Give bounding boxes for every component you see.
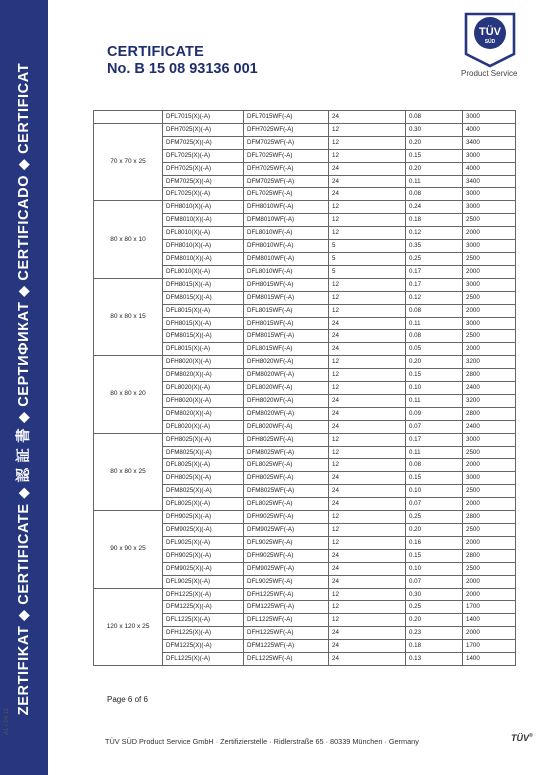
current-cell: 0.08 [406,304,463,317]
wf-model-cell: DFM8015WF(-A) [244,330,329,343]
model-cell: DFH8025(X)(-A) [163,472,244,485]
wf-model-cell: DFH8020WF(-A) [244,394,329,407]
wf-model-cell: DFM1225WF(-A) [244,640,329,653]
speed-cell: 2500 [463,291,516,304]
wf-model-cell: DFL8010WF(-A) [244,227,329,240]
wf-model-cell: DFL1225WF(-A) [244,653,329,666]
current-cell: 0.30 [406,588,463,601]
wf-model-cell: DFL8020WF(-A) [244,420,329,433]
current-cell: 0.18 [406,640,463,653]
wf-model-cell: DFH8025WF(-A) [244,472,329,485]
voltage-cell: 12 [329,227,406,240]
wf-model-cell: DFH8010WF(-A) [244,240,329,253]
model-cell: DFH8010(X)(-A) [163,240,244,253]
wf-model-cell: DFH9025WF(-A) [244,549,329,562]
wf-model-cell: DFM7025WF(-A) [244,136,329,149]
speed-cell: 3000 [463,433,516,446]
voltage-cell: 12 [329,614,406,627]
wf-model-cell: DFM8020WF(-A) [244,407,329,420]
size-group-cell [94,111,163,124]
footer-address: TÜV SÜD Product Service GmbH · Zertifizierstelle · Ridlerstraße 65 · 80339 München · Germany [105,737,419,746]
voltage-cell: 24 [329,317,406,330]
wf-model-cell: DFH8025WF(-A) [244,433,329,446]
wf-model-cell: DFH1225WF(-A) [244,627,329,640]
voltage-cell: 12 [329,536,406,549]
speed-cell: 2800 [463,511,516,524]
voltage-cell: 24 [329,562,406,575]
voltage-cell: 12 [329,356,406,369]
model-cell: DFM8020(X)(-A) [163,407,244,420]
model-cell: DFM9025(X)(-A) [163,524,244,537]
current-cell: 0.17 [406,433,463,446]
speed-cell: 3000 [463,111,516,124]
model-cell: DFM8015(X)(-A) [163,291,244,304]
model-cell: DFM7025(X)(-A) [163,136,244,149]
current-cell: 0.08 [406,459,463,472]
wf-model-cell: DFM8020WF(-A) [244,369,329,382]
footer-logo [511,733,533,743]
page-number: Page 6 of 6 [107,695,148,704]
voltage-cell: 12 [329,459,406,472]
voltage-cell: 24 [329,472,406,485]
voltage-cell: 24 [329,653,406,666]
size-group-cell: 80 x 80 x 25 [94,433,163,510]
speed-cell: 2500 [463,252,516,265]
table-row [94,588,516,601]
voltage-cell: 24 [329,420,406,433]
model-cell: DFL8015(X)(-A) [163,304,244,317]
model-cell: DFM8010(X)(-A) [163,252,244,265]
voltage-cell: 24 [329,627,406,640]
speed-cell: 3000 [463,317,516,330]
wf-model-cell: DFL1225WF(-A) [244,614,329,627]
speed-cell: 2800 [463,369,516,382]
current-cell: 0.11 [406,446,463,459]
voltage-cell: 12 [329,214,406,227]
model-cell: DFM8015(X)(-A) [163,330,244,343]
logo-caption: Product Service [461,69,518,78]
wf-model-cell: DFL9025WF(-A) [244,536,329,549]
current-cell: 0.17 [406,278,463,291]
model-cell: DFM1225(X)(-A) [163,640,244,653]
speed-cell: 2000 [463,627,516,640]
speed-cell: 3200 [463,356,516,369]
voltage-cell: 24 [329,407,406,420]
current-cell: 0.24 [406,201,463,214]
model-cell: DFH7025(X)(-A) [163,162,244,175]
model-cell: DFL8010(X)(-A) [163,265,244,278]
current-cell: 0.10 [406,562,463,575]
speed-cell: 3400 [463,175,516,188]
wf-model-cell: DFH7025WF(-A) [244,123,329,136]
tuv-sud-logo-icon [462,8,518,68]
model-cell: DFH8025(X)(-A) [163,433,244,446]
current-cell: 0.12 [406,291,463,304]
wf-model-cell: DFM9025WF(-A) [244,562,329,575]
wf-model-cell: DFL8020WF(-A) [244,382,329,395]
current-cell: 0.20 [406,136,463,149]
footer-logo-text: TÜV [511,733,529,743]
model-cell: DFH8010(X)(-A) [163,201,244,214]
wf-model-cell: DFH9025WF(-A) [244,511,329,524]
model-cell: DFL7025(X)(-A) [163,188,244,201]
certificate-number: No. B 15 08 93136 001 [107,61,258,77]
wf-model-cell: DFH8010WF(-A) [244,201,329,214]
wf-model-cell: DFM8010WF(-A) [244,252,329,265]
current-cell: 0.07 [406,498,463,511]
wf-model-cell: DFH8020WF(-A) [244,356,329,369]
logo-sub: SÜD [484,39,496,45]
size-group-cell: 80 x 80 x 15 [94,278,163,355]
speed-cell: 2400 [463,382,516,395]
model-cell: DFL8025(X)(-A) [163,498,244,511]
wf-model-cell: DFH1225WF(-A) [244,588,329,601]
model-cell: DFH8020(X)(-A) [163,356,244,369]
wf-model-cell: DFL7025WF(-A) [244,149,329,162]
voltage-cell: 5 [329,265,406,278]
speed-cell: 3400 [463,136,516,149]
wf-model-cell: DFL9025WF(-A) [244,575,329,588]
current-cell: 0.10 [406,485,463,498]
voltage-cell: 12 [329,524,406,537]
size-group-cell: 80 x 80 x 20 [94,356,163,433]
model-cell: DFM9025(X)(-A) [163,562,244,575]
voltage-cell: 24 [329,575,406,588]
table-row [94,433,516,446]
voltage-cell: 12 [329,291,406,304]
speed-cell: 2000 [463,227,516,240]
table-row [94,356,516,369]
model-cell: DFH7025(X)(-A) [163,123,244,136]
current-cell: 0.25 [406,252,463,265]
current-cell: 0.16 [406,536,463,549]
certificate-title: CERTIFICATE [107,44,204,60]
current-cell: 0.08 [406,188,463,201]
speed-cell: 4000 [463,123,516,136]
revision-code: A1 / 04.11 [4,708,10,735]
speed-cell: 2000 [463,575,516,588]
speed-cell: 2000 [463,304,516,317]
current-cell: 0.11 [406,175,463,188]
current-cell: 0.20 [406,614,463,627]
wf-model-cell: DFM8010WF(-A) [244,214,329,227]
current-cell: 0.30 [406,123,463,136]
current-cell: 0.08 [406,111,463,124]
current-cell: 0.12 [406,227,463,240]
speed-cell: 2000 [463,536,516,549]
voltage-cell: 12 [329,588,406,601]
model-cell: DFH9025(X)(-A) [163,549,244,562]
voltage-cell: 24 [329,162,406,175]
current-cell: 0.11 [406,317,463,330]
speed-cell: 1700 [463,640,516,653]
wf-model-cell: DFM8025WF(-A) [244,446,329,459]
current-cell: 0.15 [406,369,463,382]
speed-cell: 2000 [463,498,516,511]
current-cell: 0.13 [406,653,463,666]
model-cell: DFL1225(X)(-A) [163,653,244,666]
speed-cell: 4000 [463,162,516,175]
speed-cell: 3000 [463,278,516,291]
voltage-cell: 24 [329,343,406,356]
current-cell: 0.18 [406,214,463,227]
speed-cell: 2500 [463,214,516,227]
current-cell: 0.17 [406,265,463,278]
speed-cell: 1400 [463,614,516,627]
voltage-cell: 24 [329,549,406,562]
voltage-cell: 24 [329,485,406,498]
voltage-cell: 24 [329,640,406,653]
model-spec-table [93,110,516,666]
size-group-cell: 70 x 70 x 25 [94,123,163,200]
voltage-cell: 12 [329,149,406,162]
wf-model-cell: DFL8025WF(-A) [244,498,329,511]
speed-cell: 2800 [463,407,516,420]
model-cell: DFL1225(X)(-A) [163,614,244,627]
model-cell: DFL8010(X)(-A) [163,227,244,240]
voltage-cell: 24 [329,394,406,407]
current-cell: 0.25 [406,511,463,524]
wf-model-cell: DFL8015WF(-A) [244,304,329,317]
current-cell: 0.25 [406,601,463,614]
current-cell: 0.15 [406,472,463,485]
current-cell: 0.35 [406,240,463,253]
speed-cell: 2500 [463,524,516,537]
current-cell: 0.11 [406,394,463,407]
table-row [94,123,516,136]
voltage-cell: 12 [329,446,406,459]
voltage-cell: 12 [329,304,406,317]
model-cell: DFH8020(X)(-A) [163,394,244,407]
current-cell: 0.20 [406,356,463,369]
speed-cell: 2400 [463,420,516,433]
wf-model-cell: DFL8025WF(-A) [244,459,329,472]
wf-model-cell: DFL7015WF(-A) [244,111,329,124]
wf-model-cell: DFM7025WF(-A) [244,175,329,188]
speed-cell: 1400 [463,653,516,666]
wf-model-cell: DFM8015WF(-A) [244,291,329,304]
table-row [94,511,516,524]
speed-cell: 3000 [463,188,516,201]
wf-model-cell: DFL7025WF(-A) [244,188,329,201]
size-group-cell: 120 x 120 x 25 [94,588,163,665]
speed-cell: 3200 [463,394,516,407]
speed-cell: 2000 [463,459,516,472]
wf-model-cell: DFM8025WF(-A) [244,485,329,498]
voltage-cell: 24 [329,188,406,201]
model-cell: DFL8020(X)(-A) [163,420,244,433]
model-cell: DFH1225(X)(-A) [163,627,244,640]
current-cell: 0.08 [406,330,463,343]
speed-cell: 3000 [463,472,516,485]
table-row [94,201,516,214]
wf-model-cell: DFH8015WF(-A) [244,278,329,291]
voltage-cell: 12 [329,278,406,291]
speed-cell: 2500 [463,485,516,498]
voltage-cell: 12 [329,601,406,614]
current-cell: 0.23 [406,627,463,640]
side-band [0,0,48,775]
model-cell: DFM8010(X)(-A) [163,214,244,227]
current-cell: 0.05 [406,343,463,356]
voltage-cell: 12 [329,511,406,524]
size-group-cell: 90 x 90 x 25 [94,511,163,588]
voltage-cell: 5 [329,240,406,253]
speed-cell: 2000 [463,588,516,601]
voltage-cell: 24 [329,498,406,511]
speed-cell: 1700 [463,601,516,614]
wf-model-cell: DFM1225WF(-A) [244,601,329,614]
model-cell: DFH8015(X)(-A) [163,317,244,330]
voltage-cell: 12 [329,201,406,214]
speed-cell: 3000 [463,201,516,214]
model-cell: DFL9025(X)(-A) [163,536,244,549]
speed-cell: 2500 [463,446,516,459]
voltage-cell: 12 [329,433,406,446]
side-band-text: ZERTIFIKAT ◆ CERTIFICATE ◆ 認 証 書 ◆ СЕРТИФИКАТ ◆ CERTIFICADO ◆ CERTIFICAT [16,62,32,716]
current-cell: 0.10 [406,382,463,395]
current-cell: 0.15 [406,549,463,562]
voltage-cell: 12 [329,136,406,149]
current-cell: 0.20 [406,524,463,537]
model-cell: DFM1225(X)(-A) [163,601,244,614]
model-cell: DFH8015(X)(-A) [163,278,244,291]
wf-model-cell: DFH7025WF(-A) [244,162,329,175]
model-cell: DFM8025(X)(-A) [163,485,244,498]
current-cell: 0.09 [406,407,463,420]
model-cell: DFL7025(X)(-A) [163,149,244,162]
speed-cell: 2000 [463,343,516,356]
registered-mark: ® [529,733,533,739]
model-cell: DFM8025(X)(-A) [163,446,244,459]
model-cell: DFL9025(X)(-A) [163,575,244,588]
model-cell: DFM7025(X)(-A) [163,175,244,188]
wf-model-cell: DFL8015WF(-A) [244,343,329,356]
current-cell: 0.20 [406,162,463,175]
model-cell: DFL8020(X)(-A) [163,382,244,395]
voltage-cell: 12 [329,382,406,395]
model-cell: DFL7015(X)(-A) [163,111,244,124]
model-cell: DFL8025(X)(-A) [163,459,244,472]
logo-mark: TÜV [479,26,501,38]
table-row [94,111,516,124]
wf-model-cell: DFL8010WF(-A) [244,265,329,278]
wf-model-cell: DFH8015WF(-A) [244,317,329,330]
model-cell: DFM8020(X)(-A) [163,369,244,382]
voltage-cell: 24 [329,175,406,188]
speed-cell: 3000 [463,149,516,162]
speed-cell: 2500 [463,330,516,343]
current-cell: 0.15 [406,149,463,162]
voltage-cell: 12 [329,369,406,382]
model-cell: DFH1225(X)(-A) [163,588,244,601]
size-group-cell: 80 x 80 x 10 [94,201,163,278]
current-cell: 0.07 [406,575,463,588]
model-cell: DFH9025(X)(-A) [163,511,244,524]
voltage-cell: 5 [329,252,406,265]
voltage-cell: 12 [329,123,406,136]
voltage-cell: 24 [329,330,406,343]
speed-cell: 2800 [463,549,516,562]
speed-cell: 2500 [463,562,516,575]
speed-cell: 2000 [463,265,516,278]
current-cell: 0.07 [406,420,463,433]
voltage-cell: 24 [329,111,406,124]
table-row [94,278,516,291]
speed-cell: 3000 [463,240,516,253]
model-cell: DFL8015(X)(-A) [163,343,244,356]
wf-model-cell: DFM9025WF(-A) [244,524,329,537]
